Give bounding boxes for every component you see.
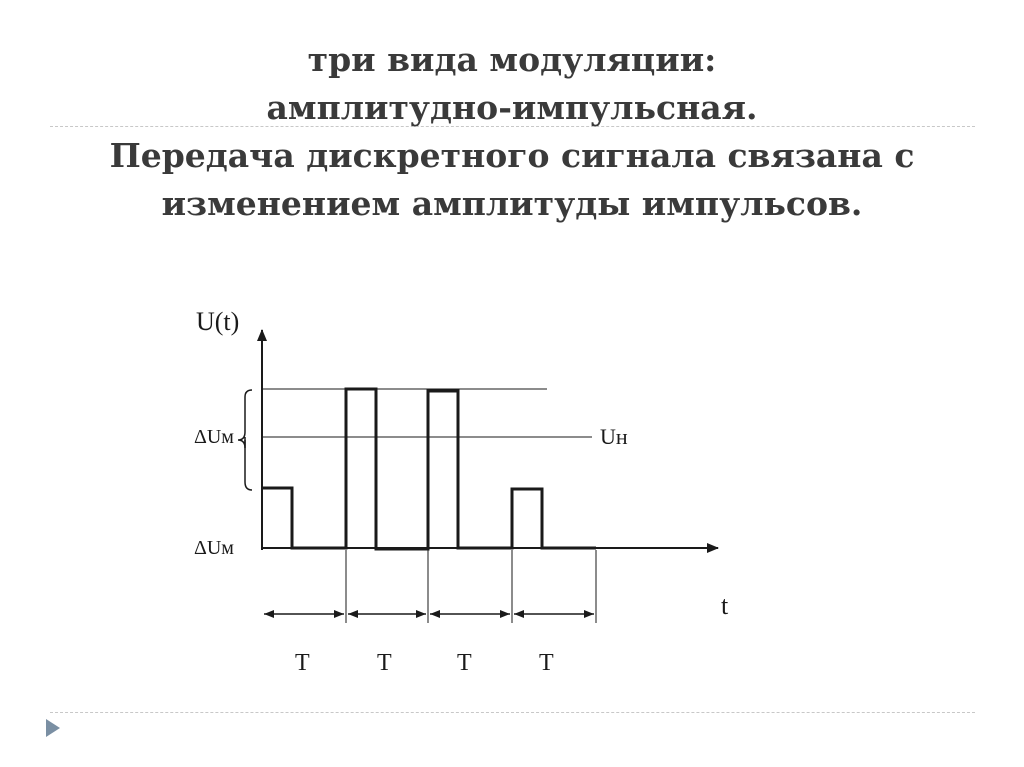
title-line-1: три вида модуляции: (307, 40, 717, 79)
threshold-label: Uн (600, 424, 628, 449)
y-axis-label: U(t) (196, 307, 240, 336)
period-label: T (539, 650, 554, 676)
x-axis-label: t (721, 591, 729, 620)
upper-brace (238, 390, 252, 448)
period-label: T (377, 650, 392, 676)
title-line-2: амплитудно-импульсная. (266, 88, 758, 127)
title-line-4: изменением амплитуды импульсов. (161, 184, 863, 223)
slide-bullet-arrow-icon (46, 719, 60, 737)
bottom-divider (50, 712, 975, 713)
level-label-lower: ΔUм (194, 537, 234, 559)
title-line-3: Передача дискретного сигнала связана с (109, 136, 915, 175)
period-label: T (295, 650, 310, 676)
pulse-waveform (262, 389, 596, 549)
lower-brace (245, 440, 252, 490)
level-label-upper: ΔUм (194, 426, 234, 448)
period-label: T (457, 650, 472, 676)
